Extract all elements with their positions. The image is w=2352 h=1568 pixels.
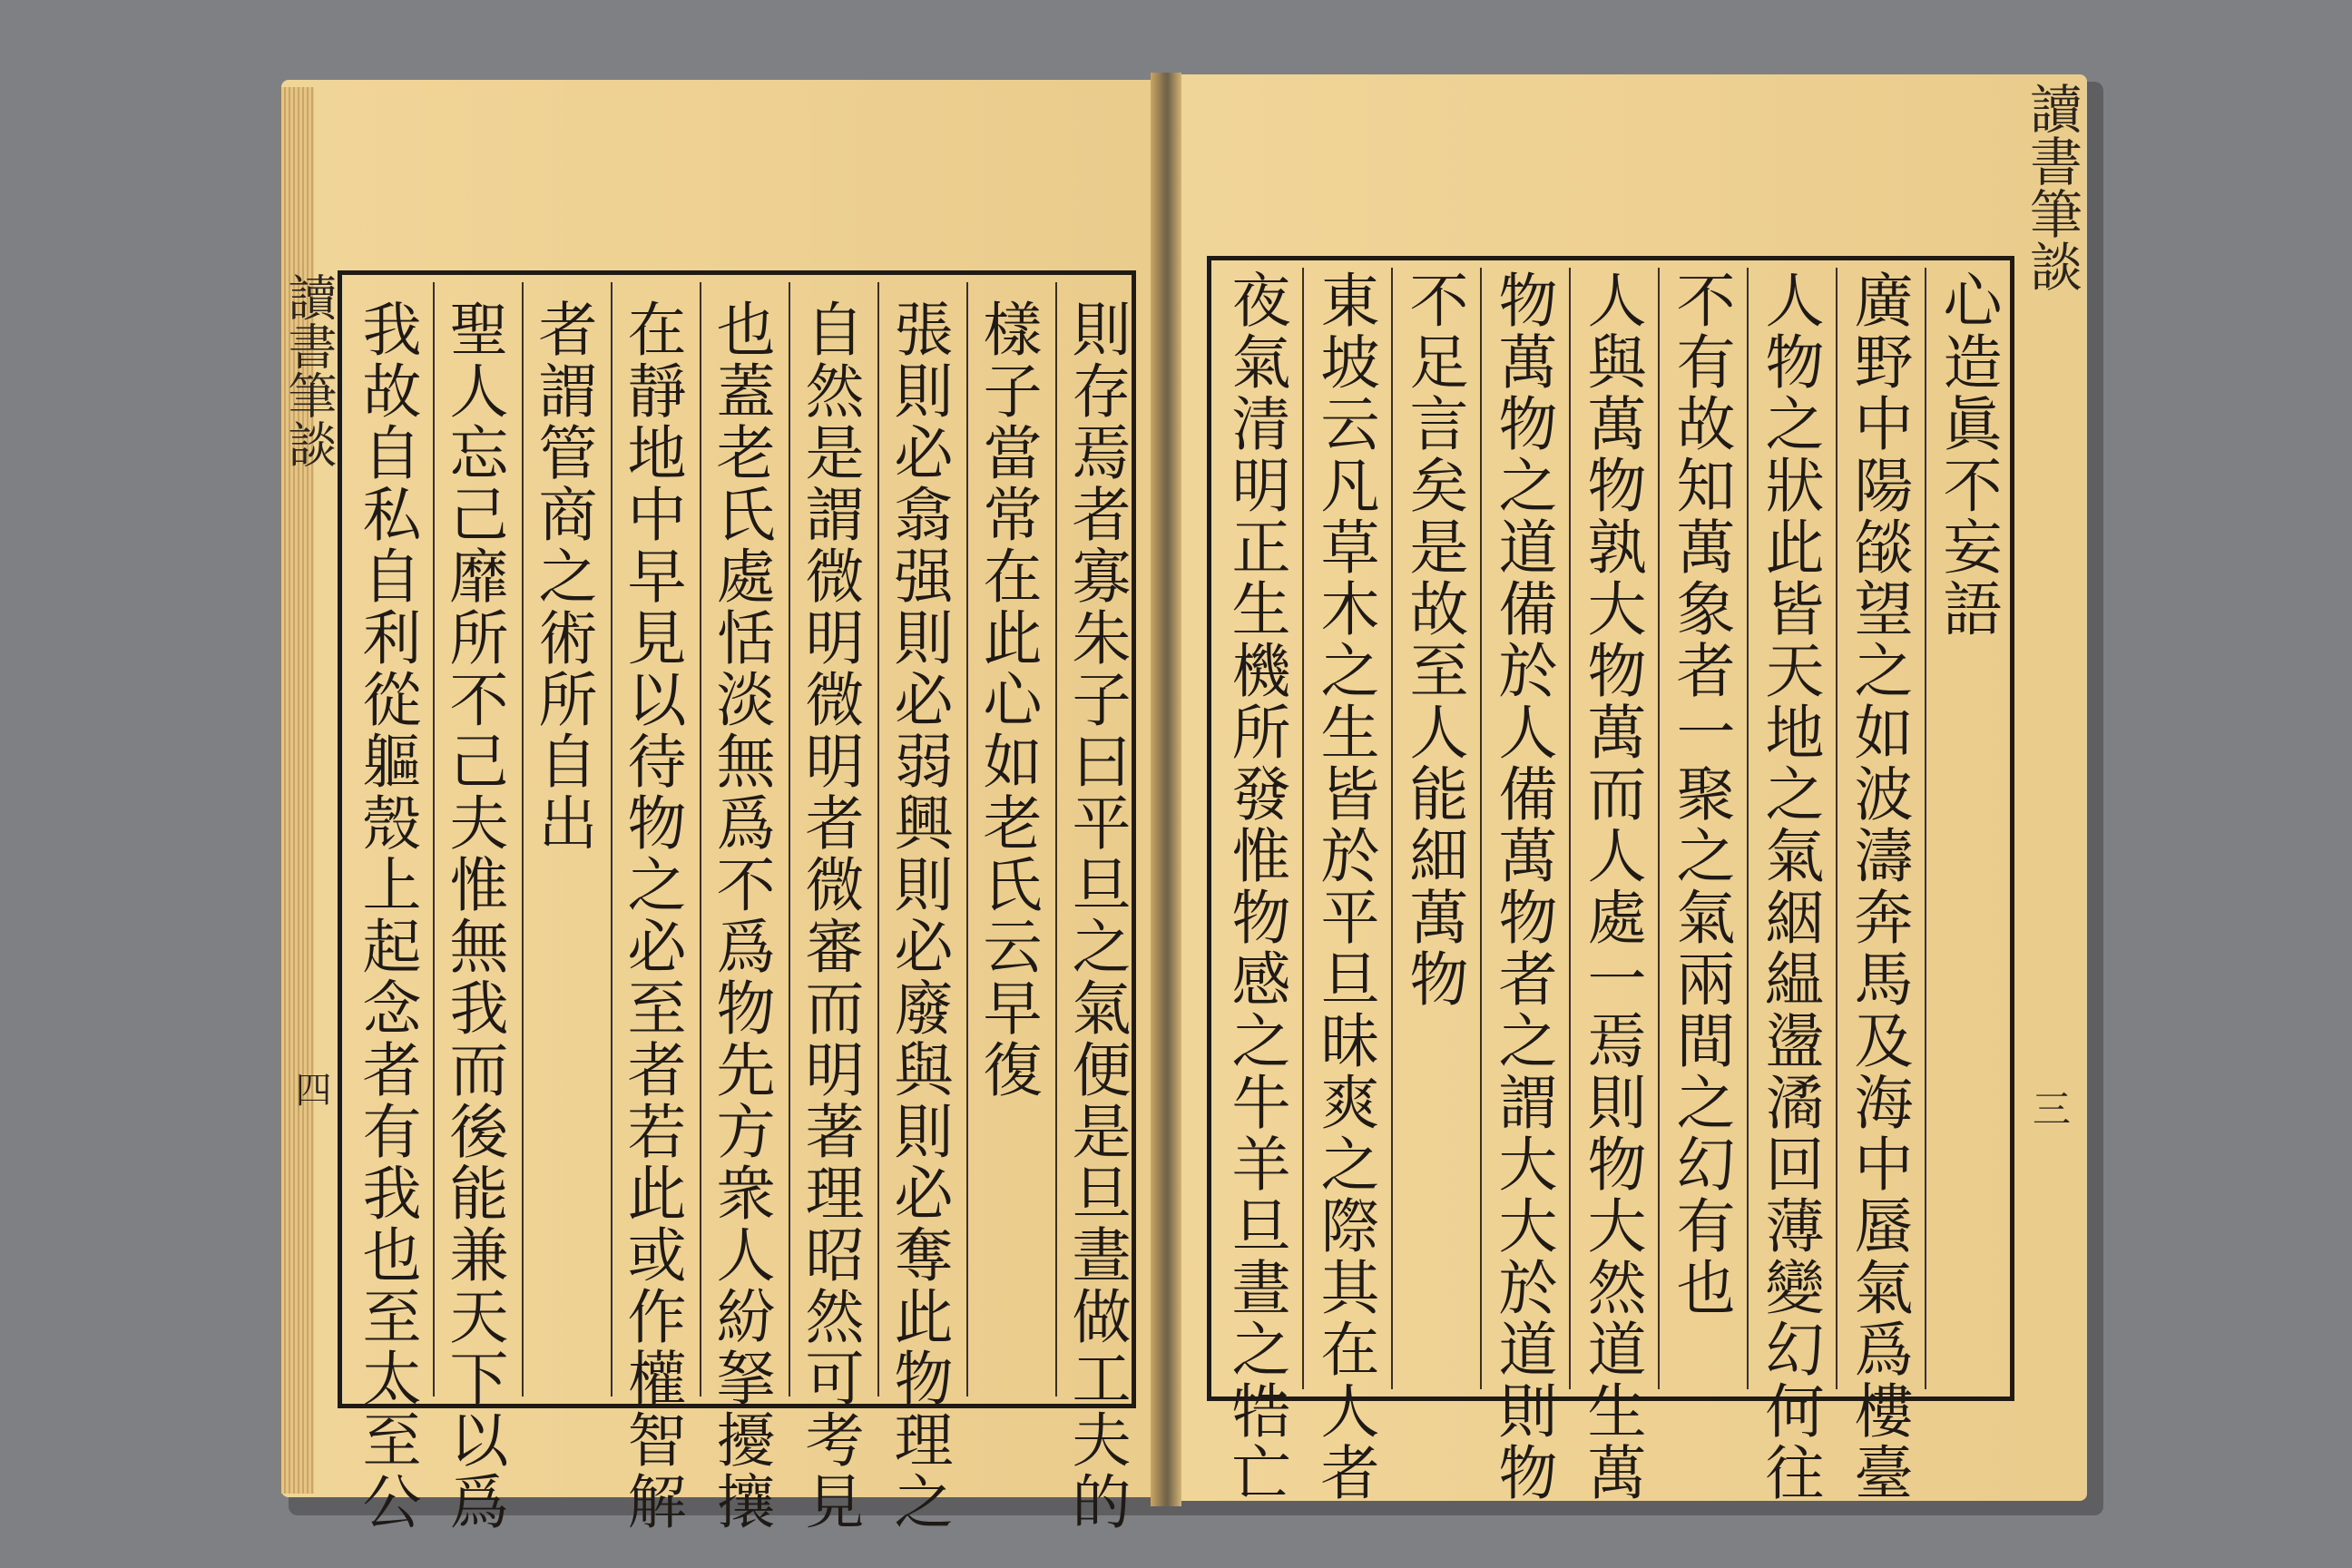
column-rule <box>1569 268 1571 1389</box>
left-spine-title: 讀書筆談 <box>280 272 338 468</box>
left-page-number: 四 <box>289 1071 331 1107</box>
right-header-title: 讀書筆談 <box>2021 82 2082 292</box>
text-column: 人物之狀此皆天地之氣絪緼盪潏回薄變幻何往 <box>1755 270 1823 1504</box>
column-rule <box>1747 268 1749 1389</box>
text-column: 聖人忘己靡所不己夫惟無我而後能兼天下以爲 <box>439 299 507 1533</box>
text-column: 在靜地中早見以待物之必至者若此或作權智解 <box>617 299 685 1533</box>
text-column: 心造眞不妄語 <box>1933 270 2001 640</box>
column-rule <box>1480 268 1482 1389</box>
left-text-frame <box>338 270 1136 1533</box>
text-column: 廣野中陽燄望之如波濤奔馬及海中蜃氣爲樓臺 <box>1844 270 1912 1504</box>
right-text-frame <box>1207 256 2014 1504</box>
column-rule <box>1836 268 1838 1389</box>
text-column: 者謂管商之術所自出 <box>528 299 596 854</box>
column-rule <box>1391 268 1393 1389</box>
text-column: 人與萬物孰大物萬而人處一焉則物大然道生萬 <box>1577 270 1645 1504</box>
text-column: 不足言矣是故至人能細萬物 <box>1399 270 1467 1010</box>
text-column: 也蓋老氏處恬淡無爲不爲物先方衆人紛拏擾攘 <box>706 299 774 1533</box>
text-column: 張則必翕强則必弱興則必廢與則必奪此物理之 <box>884 299 952 1533</box>
text-column: 不有故知萬象者一聚之氣兩間之幻有也 <box>1666 270 1734 1318</box>
text-column: 我故自私自利從軀殼上起念者有我也至太至公 <box>352 299 420 1533</box>
book-gutter <box>1151 73 1181 1506</box>
column-rule <box>1302 268 1304 1389</box>
text-column: 樣子當常在此心如老氏云早復 <box>973 299 1041 1101</box>
text-column: 夜氣清明正生機所發惟物感之牛羊旦晝之牿亡 <box>1221 270 1289 1504</box>
text-column: 自然是謂微明微明者微審而明著理昭然可考見 <box>795 299 863 1533</box>
text-column: 物萬物之道備於人備萬物者之謂大大於道則物 <box>1488 270 1556 1504</box>
right-page-number: 三 <box>2027 1089 2072 1127</box>
column-rule <box>1925 268 1926 1389</box>
text-column: 則存焉者寡朱子曰平旦之氣便是旦晝做工夫的 <box>1062 299 1130 1533</box>
column-rule <box>1658 268 1660 1389</box>
text-column: 東坡云凡草木之生皆於平旦昧爽之際其在人者 <box>1310 270 1378 1504</box>
